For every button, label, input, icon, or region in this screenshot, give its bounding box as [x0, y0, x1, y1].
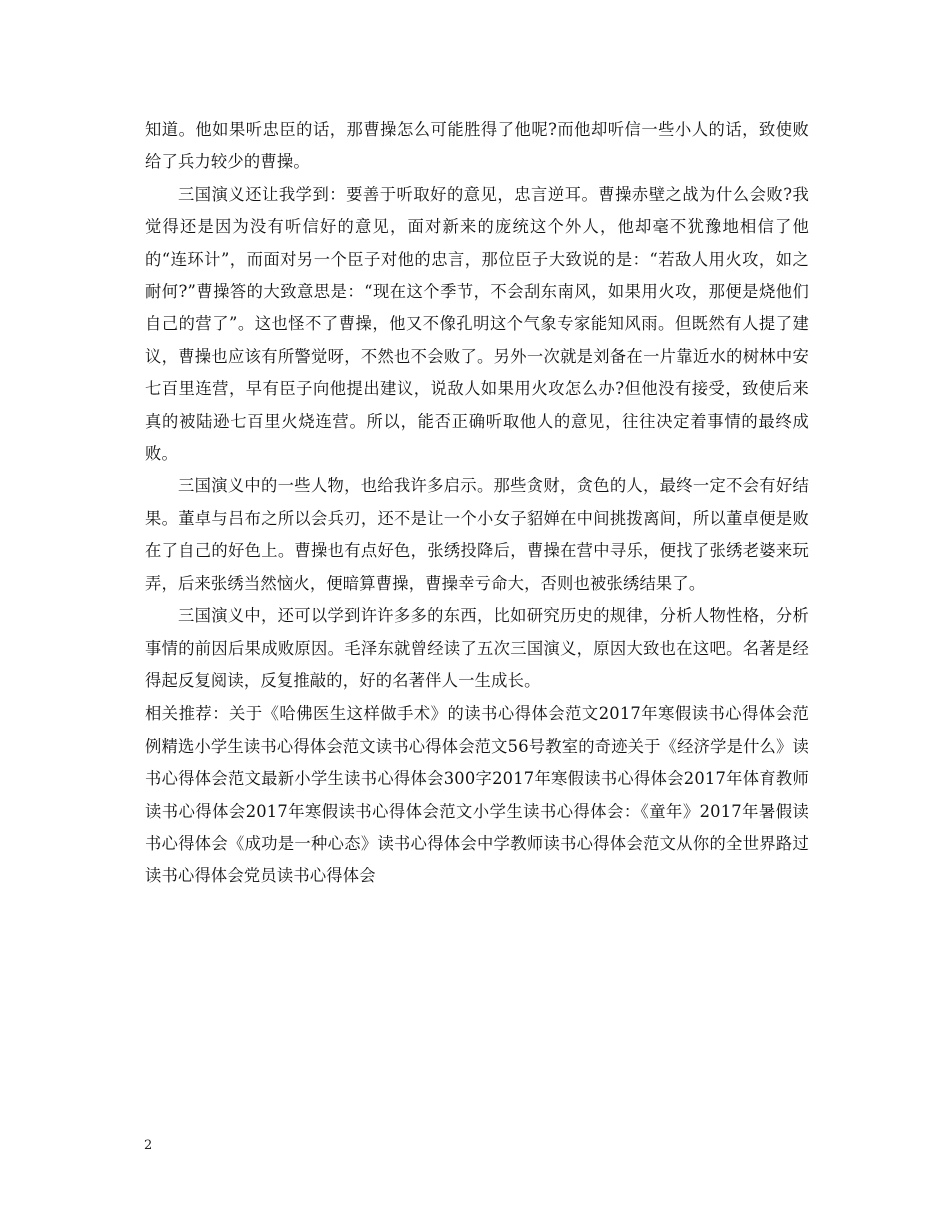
paragraph-advice: 三国演义还让我学到：要善于听取好的意见，忠言逆耳。曹操赤壁之战为什么会败?我觉得还是因为没有听信好的意见，面对新来的庞统这个外人，他却毫不犹豫地相信了他的“连环计”，而面对另一个臣子对他的忠言，那位臣子大致说的是：“若敌人用火攻，如之耐何?”曹操答的大致意思是：“现在这个季节，不会刮东南风，如果用火攻，那便是烧他们自己的营了”。这也怪不了曹操，他又不像孔明这个气象专家能知风雨。但既然有人提了建议，曹操也应该有所警觉呀，不然也不会败了。另外一次就是刘备在一片靠近水的树林中安七百里连营，早有臣子向他提出建议，说敌人如果用火攻怎么办?但他没有接受，致使后来真的被陆逊七百里火烧连营。所以，能否正确听取他人的意见，往往决定着事情的最终成败。 [145, 184, 809, 464]
paragraph-continuation: 知道。他如果听忠臣的话，那曹操怎么可能胜得了他呢?而他却听信一些小人的话，致使败给了兵力较少的曹操。 [145, 120, 809, 172]
document-body [145, 114, 809, 893]
paragraph-conclusion: 三国演义中，还可以学到许许多多的东西，比如研究历史的规律，分析人物性格，分析事情的前因后果成败原因。毛泽东就曾经读了五次三国演义，原因大致也在这吧。名著是经得起反复阅读，反复推敲的，好的名著伴人一生成长。 [145, 606, 809, 690]
paragraph-characters: 三国演义中的一些人物，也给我许多启示。那些贪财，贪色的人，最终一定不会有好结果。董卓与吕布之所以会兵刃，还不是让一个小女子貂婵在中间挑拨离间，所以董卓便是败在了自己的好色上。曹操也有点好色，张绣投降后，曹操在营中寻乐，便找了张绣老婆来玩弄，后来张绣当然恼火，便暗算曹操，曹操幸亏命大，否则也被张绣结果了。 [145, 476, 809, 593]
related-recommendations: 相关推荐：关于《哈佛医生这样做手术》的读书心得体会范文2017年寒假读书心得体会范例精选小学生读书心得体会范文读书心得体会范文56号教室的奇迹关于《经济学是什么》读书心得体会范文最新小学生读书心得体会300字2017年寒假读书心得体会2017年体育教师读书心得体会2017年寒假读书心得体会范文小学生读书心得体会：《童年》2017年暑假读书心得体会《成功是一种心态》读书心得体会中学教师读书心得体会范文从你的全世界路过读书心得体会党员读书心得体会 [145, 704, 809, 886]
page-number: 2 [144, 1138, 153, 1153]
